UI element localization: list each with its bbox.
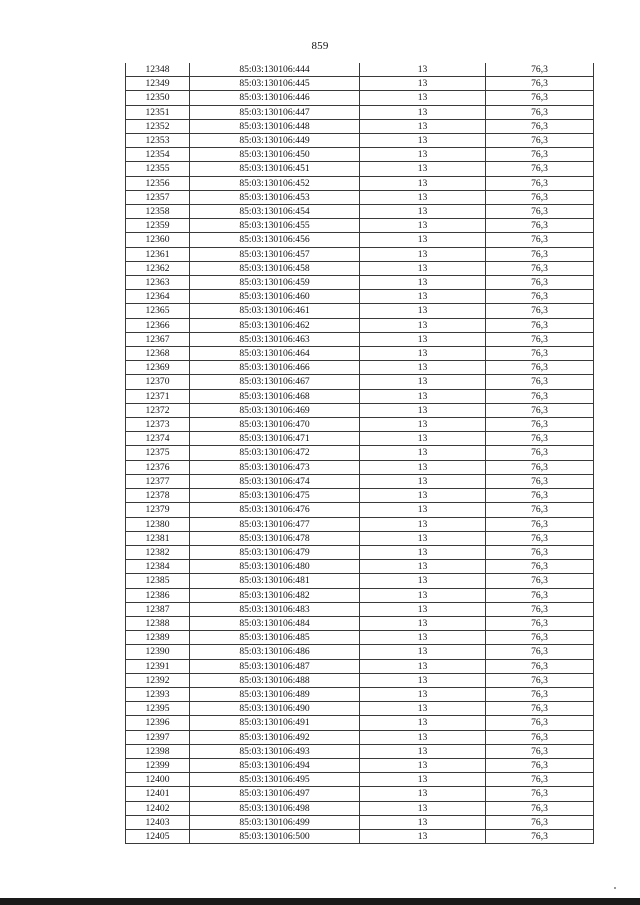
quantity-cell: 13 xyxy=(360,545,486,559)
area-cell: 76,3 xyxy=(486,389,594,403)
area-cell: 76,3 xyxy=(486,176,594,190)
area-cell: 76,3 xyxy=(486,659,594,673)
area-cell: 76,3 xyxy=(486,162,594,176)
quantity-cell: 13 xyxy=(360,801,486,815)
cadastral-number-cell: 85:03:130106:472 xyxy=(190,446,360,460)
area-cell: 76,3 xyxy=(486,261,594,275)
cadastral-number-cell: 85:03:130106:487 xyxy=(190,659,360,673)
row-number-cell: 12373 xyxy=(126,418,190,432)
cadastral-number-cell: 85:03:130106:470 xyxy=(190,418,360,432)
table-row xyxy=(126,403,594,417)
row-number-cell: 12379 xyxy=(126,503,190,517)
cadastral-number-cell: 85:03:130106:471 xyxy=(190,432,360,446)
table-row xyxy=(126,517,594,531)
cadastral-number-cell: 85:03:130106:449 xyxy=(190,134,360,148)
area-cell: 76,3 xyxy=(486,645,594,659)
row-number-cell: 12400 xyxy=(126,773,190,787)
quantity-cell: 13 xyxy=(360,702,486,716)
quantity-cell: 13 xyxy=(360,205,486,219)
cadastral-number-cell: 85:03:130106:457 xyxy=(190,247,360,261)
area-cell: 76,3 xyxy=(486,531,594,545)
quantity-cell: 13 xyxy=(360,616,486,630)
cadastral-number-cell: 85:03:130106:466 xyxy=(190,361,360,375)
cadastral-number-cell: 85:03:130106:446 xyxy=(190,91,360,105)
cadastral-number-cell: 85:03:130106:462 xyxy=(190,318,360,332)
cadastral-number-cell: 85:03:130106:484 xyxy=(190,616,360,630)
area-cell: 76,3 xyxy=(486,588,594,602)
table-row xyxy=(126,347,594,361)
cadastral-number-cell: 85:03:130106:474 xyxy=(190,474,360,488)
row-number-cell: 12371 xyxy=(126,389,190,403)
cadastral-number-cell: 85:03:130106:479 xyxy=(190,545,360,559)
cadastral-number-cell: 85:03:130106:454 xyxy=(190,205,360,219)
area-cell: 76,3 xyxy=(486,773,594,787)
table-row xyxy=(126,531,594,545)
table-row xyxy=(126,716,594,730)
row-number-cell: 12384 xyxy=(126,560,190,574)
table-row xyxy=(126,77,594,91)
table-row xyxy=(126,744,594,758)
row-number-cell: 12375 xyxy=(126,446,190,460)
area-cell: 76,3 xyxy=(486,730,594,744)
area-cell: 76,3 xyxy=(486,815,594,829)
row-number-cell: 12391 xyxy=(126,659,190,673)
table-row xyxy=(126,545,594,559)
area-cell: 76,3 xyxy=(486,801,594,815)
row-number-cell: 12380 xyxy=(126,517,190,531)
row-number-cell: 12385 xyxy=(126,574,190,588)
quantity-cell: 13 xyxy=(360,418,486,432)
quantity-cell: 13 xyxy=(360,403,486,417)
row-number-cell: 12398 xyxy=(126,744,190,758)
area-cell: 76,3 xyxy=(486,148,594,162)
table-row xyxy=(126,560,594,574)
quantity-cell: 13 xyxy=(360,77,486,91)
quantity-cell: 13 xyxy=(360,347,486,361)
area-cell: 76,3 xyxy=(486,702,594,716)
cadastral-number-cell: 85:03:130106:495 xyxy=(190,773,360,787)
table-row xyxy=(126,460,594,474)
area-cell: 76,3 xyxy=(486,489,594,503)
area-cell: 76,3 xyxy=(486,375,594,389)
area-cell: 76,3 xyxy=(486,77,594,91)
area-cell: 76,3 xyxy=(486,332,594,346)
table-row xyxy=(126,375,594,389)
quantity-cell: 13 xyxy=(360,332,486,346)
row-number-cell: 12362 xyxy=(126,261,190,275)
page-number: 859 xyxy=(311,40,329,52)
area-cell: 76,3 xyxy=(486,560,594,574)
table-row xyxy=(126,63,594,77)
cadastral-number-cell: 85:03:130106:485 xyxy=(190,631,360,645)
quantity-cell: 13 xyxy=(360,474,486,488)
cadastral-number-cell: 85:03:130106:488 xyxy=(190,673,360,687)
scan-speck xyxy=(614,887,616,889)
row-number-cell: 12359 xyxy=(126,219,190,233)
row-number-cell: 12365 xyxy=(126,304,190,318)
row-number-cell: 12348 xyxy=(126,63,190,77)
table-row xyxy=(126,616,594,630)
cadastral-number-cell: 85:03:130106:459 xyxy=(190,276,360,290)
area-cell: 76,3 xyxy=(486,787,594,801)
area-cell: 76,3 xyxy=(486,304,594,318)
area-cell: 76,3 xyxy=(486,602,594,616)
table-row xyxy=(126,787,594,801)
table-row xyxy=(126,829,594,843)
row-number-cell: 12363 xyxy=(126,276,190,290)
row-number-cell: 12370 xyxy=(126,375,190,389)
row-number-cell: 12374 xyxy=(126,432,190,446)
area-cell: 76,3 xyxy=(486,574,594,588)
row-number-cell: 12378 xyxy=(126,489,190,503)
quantity-cell: 13 xyxy=(360,673,486,687)
area-cell: 76,3 xyxy=(486,432,594,446)
row-number-cell: 12376 xyxy=(126,460,190,474)
quantity-cell: 13 xyxy=(360,389,486,403)
area-cell: 76,3 xyxy=(486,205,594,219)
cadastral-number-cell: 85:03:130106:448 xyxy=(190,119,360,133)
row-number-cell: 12403 xyxy=(126,815,190,829)
area-cell: 76,3 xyxy=(486,318,594,332)
row-number-cell: 12353 xyxy=(126,134,190,148)
quantity-cell: 13 xyxy=(360,588,486,602)
area-cell: 76,3 xyxy=(486,758,594,772)
row-number-cell: 12390 xyxy=(126,645,190,659)
table-row xyxy=(126,702,594,716)
area-cell: 76,3 xyxy=(486,517,594,531)
area-cell: 76,3 xyxy=(486,631,594,645)
row-number-cell: 12401 xyxy=(126,787,190,801)
area-cell: 76,3 xyxy=(486,233,594,247)
area-cell: 76,3 xyxy=(486,418,594,432)
table-row xyxy=(126,773,594,787)
area-cell: 76,3 xyxy=(486,403,594,417)
table-row xyxy=(126,361,594,375)
quantity-cell: 13 xyxy=(360,432,486,446)
area-cell: 76,3 xyxy=(486,716,594,730)
quantity-cell: 13 xyxy=(360,645,486,659)
area-cell: 76,3 xyxy=(486,276,594,290)
cadastral-number-cell: 85:03:130106:490 xyxy=(190,702,360,716)
area-cell: 76,3 xyxy=(486,673,594,687)
cadastral-number-cell: 85:03:130106:498 xyxy=(190,801,360,815)
cadastral-number-cell: 85:03:130106:445 xyxy=(190,77,360,91)
quantity-cell: 13 xyxy=(360,787,486,801)
table-row xyxy=(126,418,594,432)
cadastral-number-cell: 85:03:130106:460 xyxy=(190,290,360,304)
quantity-cell: 13 xyxy=(360,602,486,616)
row-number-cell: 12397 xyxy=(126,730,190,744)
area-cell: 76,3 xyxy=(486,91,594,105)
area-cell: 76,3 xyxy=(486,545,594,559)
row-number-cell: 12361 xyxy=(126,247,190,261)
row-number-cell: 12352 xyxy=(126,119,190,133)
row-number-cell: 12377 xyxy=(126,474,190,488)
table-row xyxy=(126,673,594,687)
table-row xyxy=(126,631,594,645)
cadastral-number-cell: 85:03:130106:464 xyxy=(190,347,360,361)
quantity-cell: 13 xyxy=(360,219,486,233)
quantity-cell: 13 xyxy=(360,247,486,261)
area-cell: 76,3 xyxy=(486,744,594,758)
quantity-cell: 13 xyxy=(360,773,486,787)
quantity-cell: 13 xyxy=(360,503,486,517)
table-row xyxy=(126,446,594,460)
cadastral-number-cell: 85:03:130106:444 xyxy=(190,63,360,77)
table-row xyxy=(126,304,594,318)
quantity-cell: 13 xyxy=(360,574,486,588)
quantity-cell: 13 xyxy=(360,631,486,645)
row-number-cell: 12366 xyxy=(126,318,190,332)
table-row xyxy=(126,318,594,332)
quantity-cell: 13 xyxy=(360,162,486,176)
cadastral-number-cell: 85:03:130106:450 xyxy=(190,148,360,162)
row-number-cell: 12395 xyxy=(126,702,190,716)
cadastral-number-cell: 85:03:130106:478 xyxy=(190,531,360,545)
table-row xyxy=(126,91,594,105)
quantity-cell: 13 xyxy=(360,815,486,829)
area-cell: 76,3 xyxy=(486,290,594,304)
cadastral-number-cell: 85:03:130106:486 xyxy=(190,645,360,659)
row-number-cell: 12388 xyxy=(126,616,190,630)
area-cell: 76,3 xyxy=(486,190,594,204)
table-row xyxy=(126,602,594,616)
cadastral-number-cell: 85:03:130106:499 xyxy=(190,815,360,829)
table-row xyxy=(126,503,594,517)
table-row xyxy=(126,261,594,275)
quantity-cell: 13 xyxy=(360,105,486,119)
row-number-cell: 12350 xyxy=(126,91,190,105)
cadastral-number-cell: 85:03:130106:447 xyxy=(190,105,360,119)
cadastral-number-cell: 85:03:130106:463 xyxy=(190,332,360,346)
row-number-cell: 12355 xyxy=(126,162,190,176)
quantity-cell: 13 xyxy=(360,190,486,204)
cadastral-number-cell: 85:03:130106:482 xyxy=(190,588,360,602)
cadastral-number-cell: 85:03:130106:493 xyxy=(190,744,360,758)
quantity-cell: 13 xyxy=(360,758,486,772)
table-row xyxy=(126,645,594,659)
row-number-cell: 12372 xyxy=(126,403,190,417)
quantity-cell: 13 xyxy=(360,318,486,332)
table-row xyxy=(126,290,594,304)
quantity-cell: 13 xyxy=(360,730,486,744)
quantity-cell: 13 xyxy=(360,134,486,148)
row-number-cell: 12349 xyxy=(126,77,190,91)
row-number-cell: 12351 xyxy=(126,105,190,119)
row-number-cell: 12368 xyxy=(126,347,190,361)
cadastral-number-cell: 85:03:130106:489 xyxy=(190,687,360,701)
area-cell: 76,3 xyxy=(486,63,594,77)
table-row xyxy=(126,176,594,190)
table-body xyxy=(126,63,594,844)
quantity-cell: 13 xyxy=(360,716,486,730)
quantity-cell: 13 xyxy=(360,304,486,318)
area-cell: 76,3 xyxy=(486,460,594,474)
data-table-container xyxy=(125,63,593,844)
cadastral-number-cell: 85:03:130106:456 xyxy=(190,233,360,247)
cadastral-number-cell: 85:03:130106:494 xyxy=(190,758,360,772)
area-cell: 76,3 xyxy=(486,616,594,630)
area-cell: 76,3 xyxy=(486,347,594,361)
table-row xyxy=(126,247,594,261)
quantity-cell: 13 xyxy=(360,91,486,105)
area-cell: 76,3 xyxy=(486,687,594,701)
cadastral-number-cell: 85:03:130106:491 xyxy=(190,716,360,730)
table-row xyxy=(126,332,594,346)
row-number-cell: 12367 xyxy=(126,332,190,346)
row-number-cell: 12360 xyxy=(126,233,190,247)
cadastral-number-cell: 85:03:130106:483 xyxy=(190,602,360,616)
cadastral-number-cell: 85:03:130106:452 xyxy=(190,176,360,190)
cadastral-number-cell: 85:03:130106:468 xyxy=(190,389,360,403)
cadastral-number-cell: 85:03:130106:458 xyxy=(190,261,360,275)
cadastral-number-cell: 85:03:130106:453 xyxy=(190,190,360,204)
cadastral-number-cell: 85:03:130106:475 xyxy=(190,489,360,503)
area-cell: 76,3 xyxy=(486,119,594,133)
cadastral-number-cell: 85:03:130106:461 xyxy=(190,304,360,318)
quantity-cell: 13 xyxy=(360,560,486,574)
area-cell: 76,3 xyxy=(486,503,594,517)
quantity-cell: 13 xyxy=(360,531,486,545)
quantity-cell: 13 xyxy=(360,446,486,460)
quantity-cell: 13 xyxy=(360,276,486,290)
table-row xyxy=(126,801,594,815)
table-row xyxy=(126,119,594,133)
quantity-cell: 13 xyxy=(360,63,486,77)
quantity-cell: 13 xyxy=(360,829,486,843)
table-row xyxy=(126,276,594,290)
row-number-cell: 12356 xyxy=(126,176,190,190)
row-number-cell: 12405 xyxy=(126,829,190,843)
page-bottom-edge xyxy=(0,898,640,905)
table-row xyxy=(126,134,594,148)
table-row xyxy=(126,205,594,219)
table-row xyxy=(126,219,594,233)
row-number-cell: 12392 xyxy=(126,673,190,687)
row-number-cell: 12358 xyxy=(126,205,190,219)
table-row xyxy=(126,233,594,247)
area-cell: 76,3 xyxy=(486,247,594,261)
table-row xyxy=(126,474,594,488)
quantity-cell: 13 xyxy=(360,361,486,375)
table-row xyxy=(126,432,594,446)
quantity-cell: 13 xyxy=(360,744,486,758)
quantity-cell: 13 xyxy=(360,517,486,531)
row-number-cell: 12381 xyxy=(126,531,190,545)
quantity-cell: 13 xyxy=(360,119,486,133)
table-row xyxy=(126,730,594,744)
table-row xyxy=(126,659,594,673)
quantity-cell: 13 xyxy=(360,659,486,673)
quantity-cell: 13 xyxy=(360,489,486,503)
quantity-cell: 13 xyxy=(360,233,486,247)
cadastral-number-cell: 85:03:130106:492 xyxy=(190,730,360,744)
row-number-cell: 12396 xyxy=(126,716,190,730)
cadastral-number-cell: 85:03:130106:451 xyxy=(190,162,360,176)
cadastral-number-cell: 85:03:130106:480 xyxy=(190,560,360,574)
row-number-cell: 12387 xyxy=(126,602,190,616)
table-row xyxy=(126,105,594,119)
row-number-cell: 12382 xyxy=(126,545,190,559)
row-number-cell: 12399 xyxy=(126,758,190,772)
quantity-cell: 13 xyxy=(360,261,486,275)
table-row xyxy=(126,148,594,162)
cadastral-number-cell: 85:03:130106:473 xyxy=(190,460,360,474)
data-table xyxy=(125,63,594,844)
area-cell: 76,3 xyxy=(486,105,594,119)
area-cell: 76,3 xyxy=(486,446,594,460)
quantity-cell: 13 xyxy=(360,460,486,474)
table-row xyxy=(126,758,594,772)
table-row xyxy=(126,815,594,829)
area-cell: 76,3 xyxy=(486,361,594,375)
row-number-cell: 12393 xyxy=(126,687,190,701)
area-cell: 76,3 xyxy=(486,219,594,233)
cadastral-number-cell: 85:03:130106:500 xyxy=(190,829,360,843)
table-row xyxy=(126,687,594,701)
cadastral-number-cell: 85:03:130106:497 xyxy=(190,787,360,801)
quantity-cell: 13 xyxy=(360,290,486,304)
cadastral-number-cell: 85:03:130106:455 xyxy=(190,219,360,233)
cadastral-number-cell: 85:03:130106:477 xyxy=(190,517,360,531)
row-number-cell: 12386 xyxy=(126,588,190,602)
area-cell: 76,3 xyxy=(486,134,594,148)
cadastral-number-cell: 85:03:130106:467 xyxy=(190,375,360,389)
table-row xyxy=(126,489,594,503)
cadastral-number-cell: 85:03:130106:476 xyxy=(190,503,360,517)
table-row xyxy=(126,588,594,602)
cadastral-number-cell: 85:03:130106:469 xyxy=(190,403,360,417)
table-row xyxy=(126,162,594,176)
area-cell: 76,3 xyxy=(486,829,594,843)
table-row xyxy=(126,190,594,204)
table-row xyxy=(126,389,594,403)
row-number-cell: 12354 xyxy=(126,148,190,162)
row-number-cell: 12389 xyxy=(126,631,190,645)
table-row xyxy=(126,574,594,588)
row-number-cell: 12402 xyxy=(126,801,190,815)
row-number-cell: 12369 xyxy=(126,361,190,375)
cadastral-number-cell: 85:03:130106:481 xyxy=(190,574,360,588)
area-cell: 76,3 xyxy=(486,474,594,488)
quantity-cell: 13 xyxy=(360,148,486,162)
quantity-cell: 13 xyxy=(360,375,486,389)
quantity-cell: 13 xyxy=(360,687,486,701)
row-number-cell: 12357 xyxy=(126,190,190,204)
row-number-cell: 12364 xyxy=(126,290,190,304)
quantity-cell: 13 xyxy=(360,176,486,190)
